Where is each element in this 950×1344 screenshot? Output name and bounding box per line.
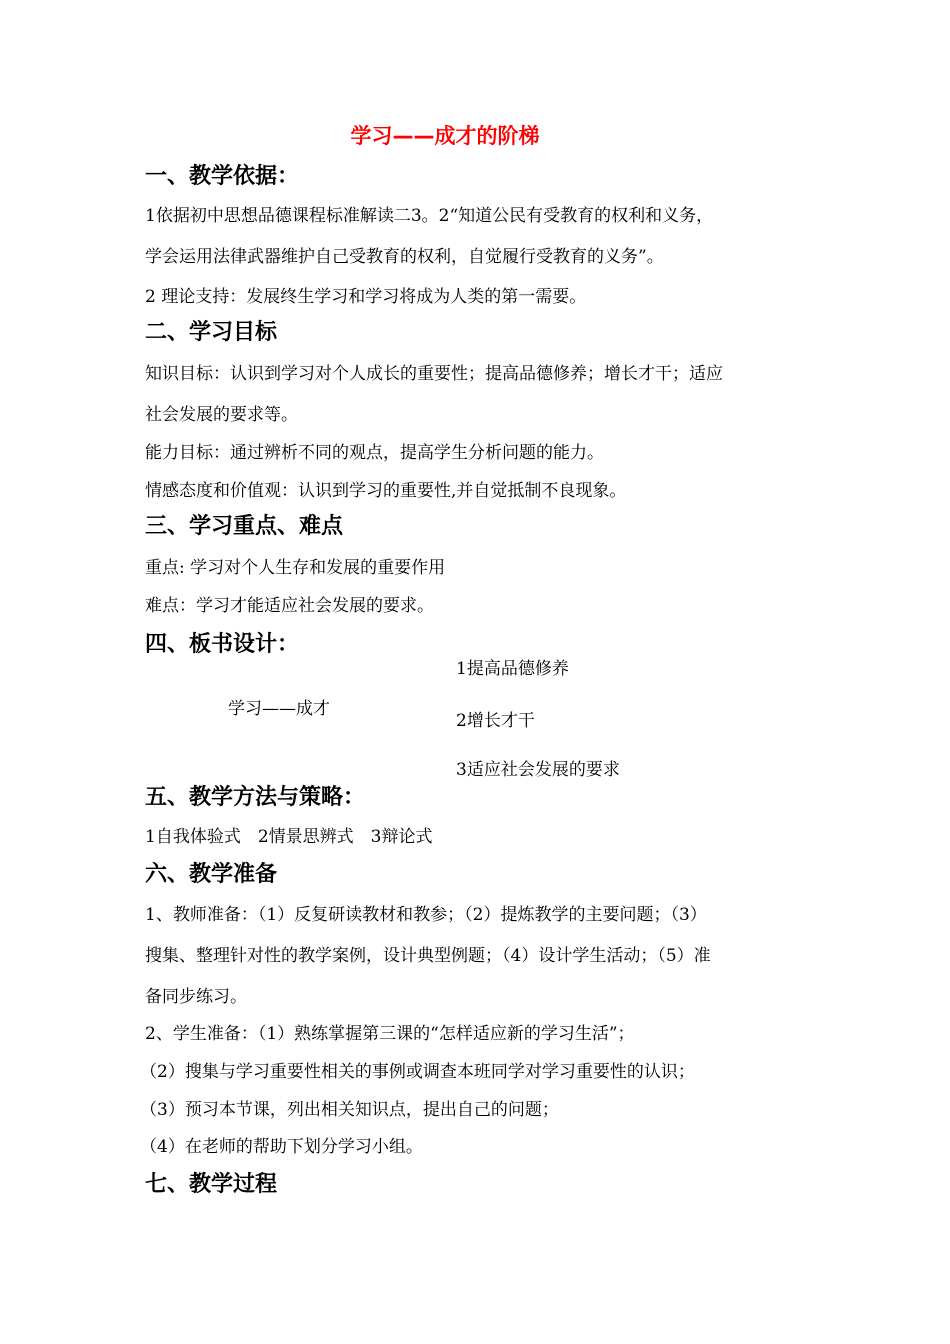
section-heading-process: 七、教学过程 [145,1172,278,1197]
paragraph-line: 学会运用法律武器维护自己受教育的权利，自觉履行受教育的义务”。 [145,247,664,267]
section-heading-preparation: 六、教学准备 [145,862,278,887]
paragraph-line: 能力目标：通过辨析不同的观点，提高学生分析问题的能力。 [145,443,604,463]
section-heading-board-design: 四、板书设计： [145,632,300,657]
paragraph-line: 备同步练习。 [145,987,247,1007]
board-item: 3适应社会发展的要求 [456,760,620,780]
paragraph-line: 社会发展的要求等。 [145,405,298,425]
paragraph-line: （3）预习本节课，列出相关知识点，提出自己的问题； [140,1100,559,1120]
paragraph-line: 1依据初中思想品德课程标准解读二3。2“知道公民有受教育的权利和义务， [145,206,714,226]
paragraph-line: （2）搜集与学习重要性相关的事例或调查本班同学对学习重要性的认识； [140,1062,695,1082]
section-heading-objectives: 二、学习目标 [145,320,278,345]
paragraph-line: 情感态度和价值观：认识到学习的重要性,并自觉抵制不良现象。 [145,481,627,501]
paragraph-line: 1自我体验式 2情景思辨式 3辩论式 [145,827,433,847]
paragraph-line: 重点: 学习对个人生存和发展的重要作用 [145,558,446,578]
document-title: 学习——成才的阶梯 [350,124,540,148]
paragraph-line: 2、学生准备：（1）熟练掌握第三课的“怎样适应新的学习生活”； [145,1024,635,1044]
section-heading-key-points: 三、学习重点、难点 [145,514,344,539]
paragraph-line: 知识目标：认识到学习对个人成长的重要性；提高品德修养；增长才干；适应 [145,364,723,384]
paragraph-line: 2 理论支持：发展终生学习和学习将成为人类的第一需要。 [145,287,587,307]
paragraph-line: 1、教师准备：（1）反复研读教材和教参；（2）提炼教学的主要问题；（3） [145,905,707,925]
paragraph-line: 搜集、整理针对性的教学案例，设计典型例题；（4）设计学生活动；（5）准 [145,946,711,966]
board-item: 1提高品德修养 [456,659,569,679]
paragraph-line: 难点：学习才能适应社会发展的要求。 [145,596,434,616]
board-item: 2增长才干 [456,711,535,731]
board-center-label: 学习——成才 [228,699,330,719]
section-heading-methods: 五、教学方法与策略： [145,785,366,810]
section-heading-basis: 一、教学依据： [145,164,300,189]
paragraph-line: （4）在老师的帮助下划分学习小组。 [140,1137,423,1157]
